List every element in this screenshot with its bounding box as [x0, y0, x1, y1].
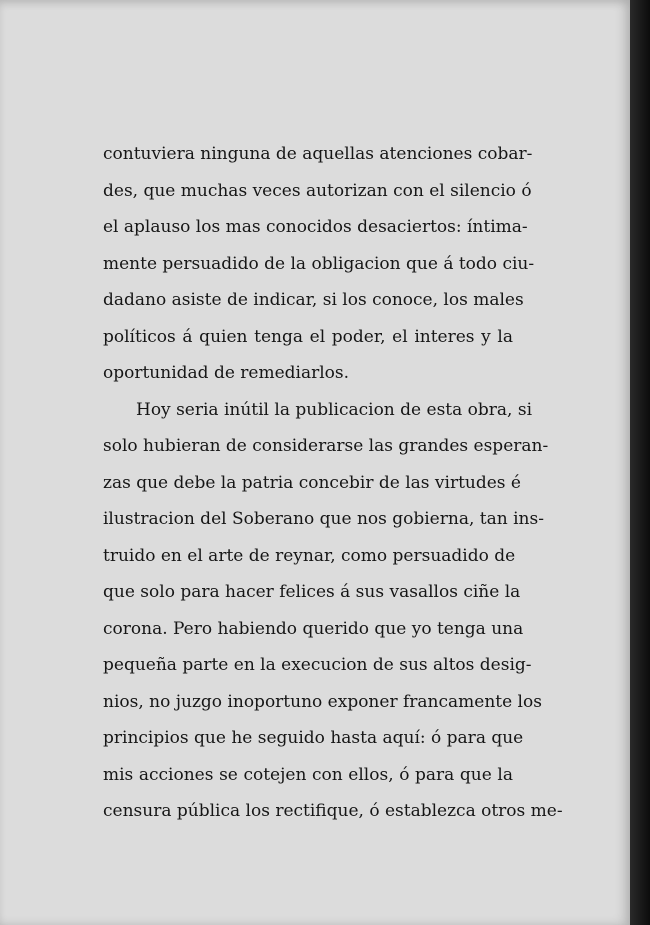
- text-line: Hoy seria inútil la publicacion de esta obra, si: [136, 399, 533, 420]
- scan-right-edge: [630, 0, 650, 925]
- text-line: políticos á quien tenga el poder, el interes y la: [103, 326, 513, 347]
- text-line: mis acciones se cotejen con ellos, ó para que la: [103, 764, 513, 785]
- text-line: zas que debe la patria concebir de las virtudes é: [103, 472, 521, 493]
- text-line: que solo para hacer felices á sus vasallos ciñe la: [103, 582, 521, 602]
- text-line: contuviera ninguna de aquellas atenciones cobar-: [103, 144, 533, 164]
- paragraph: [103, 392, 563, 830]
- text-line: corona. Pero habiendo querido que yo tenga una: [103, 618, 524, 639]
- text-line: el aplauso los mas conocidos desaciertos: íntima-: [103, 217, 528, 237]
- text-line: dadano asiste de indicar, si los conoce, los males: [103, 290, 524, 310]
- text-line: censura pública los rectifique, ó establezca otros me-: [103, 801, 563, 821]
- text-line: des, que muchas veces autorizan con el silencio ó: [103, 180, 532, 201]
- text-line: truido en el arte de reynar, como persuadido de: [103, 545, 516, 566]
- text-line: oportunidad de remediarlos.: [103, 363, 350, 383]
- text-line: solo hubieran de considerarse las grandes esperan-: [103, 436, 549, 456]
- text-line: mente persuadido de la obligacion que á todo ciu-: [103, 253, 535, 274]
- text-line: pequeña parte en la execucion de sus altos desig-: [103, 655, 532, 675]
- body-text: [103, 136, 563, 830]
- text-line: principios que he seguido hasta aquí: ó para que: [103, 728, 524, 748]
- text-line: ilustracion del Soberano que nos gobierna, tan ins-: [103, 509, 544, 529]
- paragraph: [103, 136, 535, 392]
- text-line: nios, no juzgo inoportuno exponer francamente los: [103, 691, 542, 712]
